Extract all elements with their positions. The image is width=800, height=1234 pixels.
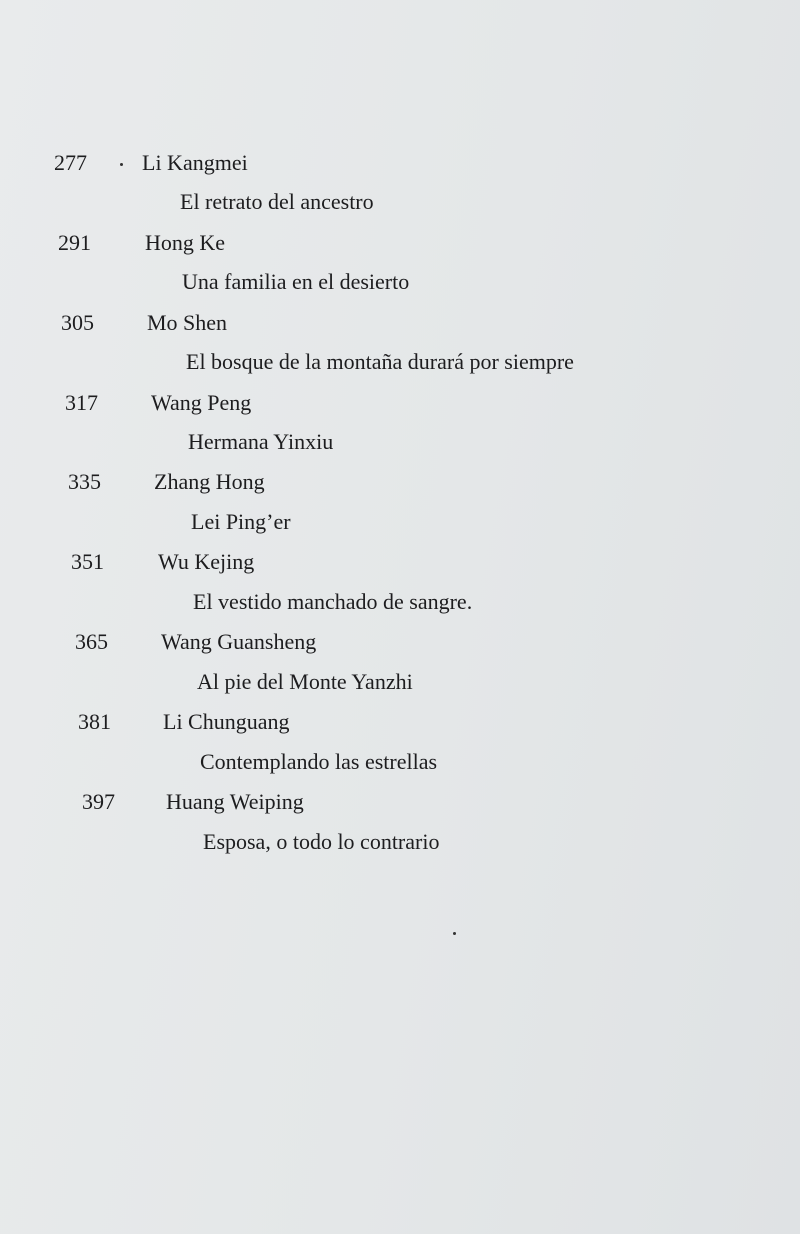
- story-title: El vestido manchado de sangre.: [193, 589, 473, 614]
- author-name: Wang Peng: [151, 390, 252, 415]
- page-number: 365: [75, 629, 108, 654]
- story-title: Esposa, o todo lo contrario: [203, 829, 440, 854]
- author-name: Huang Weiping: [166, 789, 304, 814]
- page-number: 277: [54, 150, 87, 175]
- story-title: Hermana Yinxiu: [188, 429, 334, 454]
- story-title: Contemplando las estrellas: [200, 749, 438, 774]
- story-title: El bosque de la montaña durará por siempre: [186, 349, 574, 374]
- page-number: 381: [78, 709, 111, 734]
- author-name: Li Chunguang: [163, 709, 290, 734]
- story-title: Una familia en el desierto: [182, 269, 410, 294]
- page-number: 335: [68, 469, 101, 494]
- story-title: El retrato del ancestro: [180, 189, 374, 214]
- ink-speck: [453, 932, 456, 935]
- author-name: Hong Ke: [145, 230, 226, 255]
- bullet-dot: [120, 163, 123, 166]
- author-name: Wang Guansheng: [161, 629, 317, 654]
- page-number: 317: [65, 390, 98, 415]
- author-name: Wu Kejing: [158, 549, 255, 574]
- page-number: 351: [71, 549, 104, 574]
- story-title: Lei Ping’er: [191, 509, 291, 534]
- author-name: Mo Shen: [147, 310, 228, 335]
- author-name: Li Kangmei: [142, 150, 248, 175]
- page-number: 305: [61, 310, 94, 335]
- page-number: 397: [82, 789, 115, 814]
- story-title: Al pie del Monte Yanzhi: [197, 669, 413, 694]
- page-number: 291: [58, 230, 91, 255]
- author-name: Zhang Hong: [154, 469, 265, 494]
